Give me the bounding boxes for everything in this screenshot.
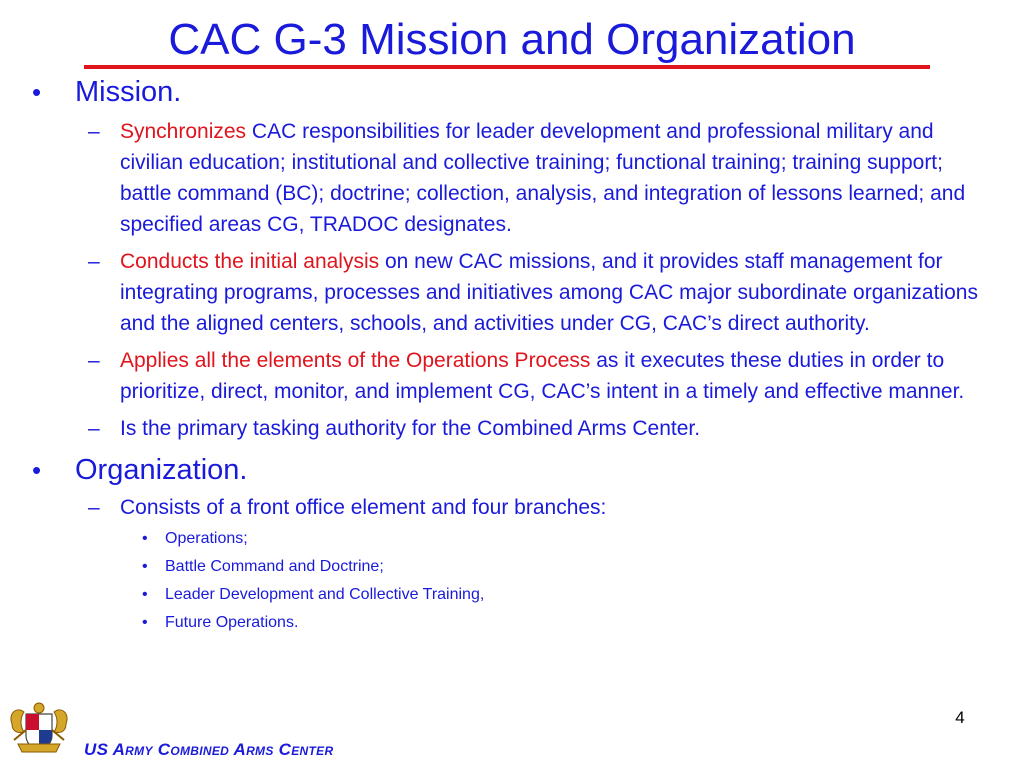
level1-bullet: • — [32, 77, 42, 107]
title-underline — [84, 65, 930, 69]
level2-dash: – — [88, 349, 100, 372]
branch-item — [0, 557, 1024, 577]
mission-heading: Mission. — [75, 76, 182, 108]
organization-heading: Organization. — [75, 454, 248, 486]
branch-label: Leader Development and Collective Training, — [165, 586, 485, 603]
organization-summary: Consists of a front office element and four branches: — [120, 496, 607, 519]
level3-bullet: • — [142, 530, 148, 547]
mission-item — [0, 345, 1024, 407]
mission-item-text: CAC responsibilities for leader development and professional military and civilian education; institutional and collective training; functional training; training support; battle command (BC); doctrine; collection, analysis, and integration of lessons learned; and specified areas CG, TRADOC designates. — [120, 120, 966, 236]
cac-crest-icon — [6, 700, 72, 760]
branch-label: Future Operations. — [165, 614, 299, 631]
level2-dash: – — [88, 417, 100, 440]
slide-title: CAC G-3 Mission and Organization — [168, 15, 856, 64]
level2-dash: – — [88, 496, 100, 519]
branch-label: Operations; — [165, 530, 248, 547]
page-number: 4 — [955, 708, 965, 727]
footer-organization-name: US Army Combined Arms Center — [84, 740, 334, 759]
branch-label: Battle Command and Doctrine; — [165, 558, 384, 575]
branch-item — [0, 613, 1024, 633]
branch-item — [0, 529, 1024, 549]
level1-bullet: • — [32, 455, 42, 485]
mission-heading-item — [0, 74, 1024, 110]
mission-item-text: on new CAC missions, and it provides staff management for integrating programs, processes and initiatives among CAC major subordinate organizations and the aligned centers, schools, and activities under CG, CAC’s direct authority. — [120, 250, 978, 335]
level2-dash: – — [88, 120, 100, 143]
level3-bullet: • — [142, 558, 148, 575]
branch-item — [0, 585, 1024, 605]
level3-bullet: • — [142, 614, 148, 631]
level2-dash: – — [88, 250, 100, 273]
mission-item-highlight: Applies all the elements of the Operations Process — [120, 349, 591, 372]
mission-item-text: as it executes these duties in order to prioritize, direct, monitor, and implement CG, CAC’s intent in a timely and effective manner. — [120, 349, 965, 403]
slide-content — [0, 74, 1024, 633]
mission-item-highlight: Synchronizes — [120, 120, 247, 143]
mission-item — [0, 116, 1024, 240]
organization-summary-item — [0, 492, 1024, 523]
level3-bullet: • — [142, 586, 148, 603]
mission-item — [0, 413, 1024, 444]
mission-item — [0, 246, 1024, 339]
mission-item-text: Is the primary tasking authority for the Combined Arms Center. — [120, 417, 701, 440]
mission-item-highlight: Conducts the initial analysis — [120, 250, 380, 273]
organization-heading-item — [0, 452, 1024, 488]
